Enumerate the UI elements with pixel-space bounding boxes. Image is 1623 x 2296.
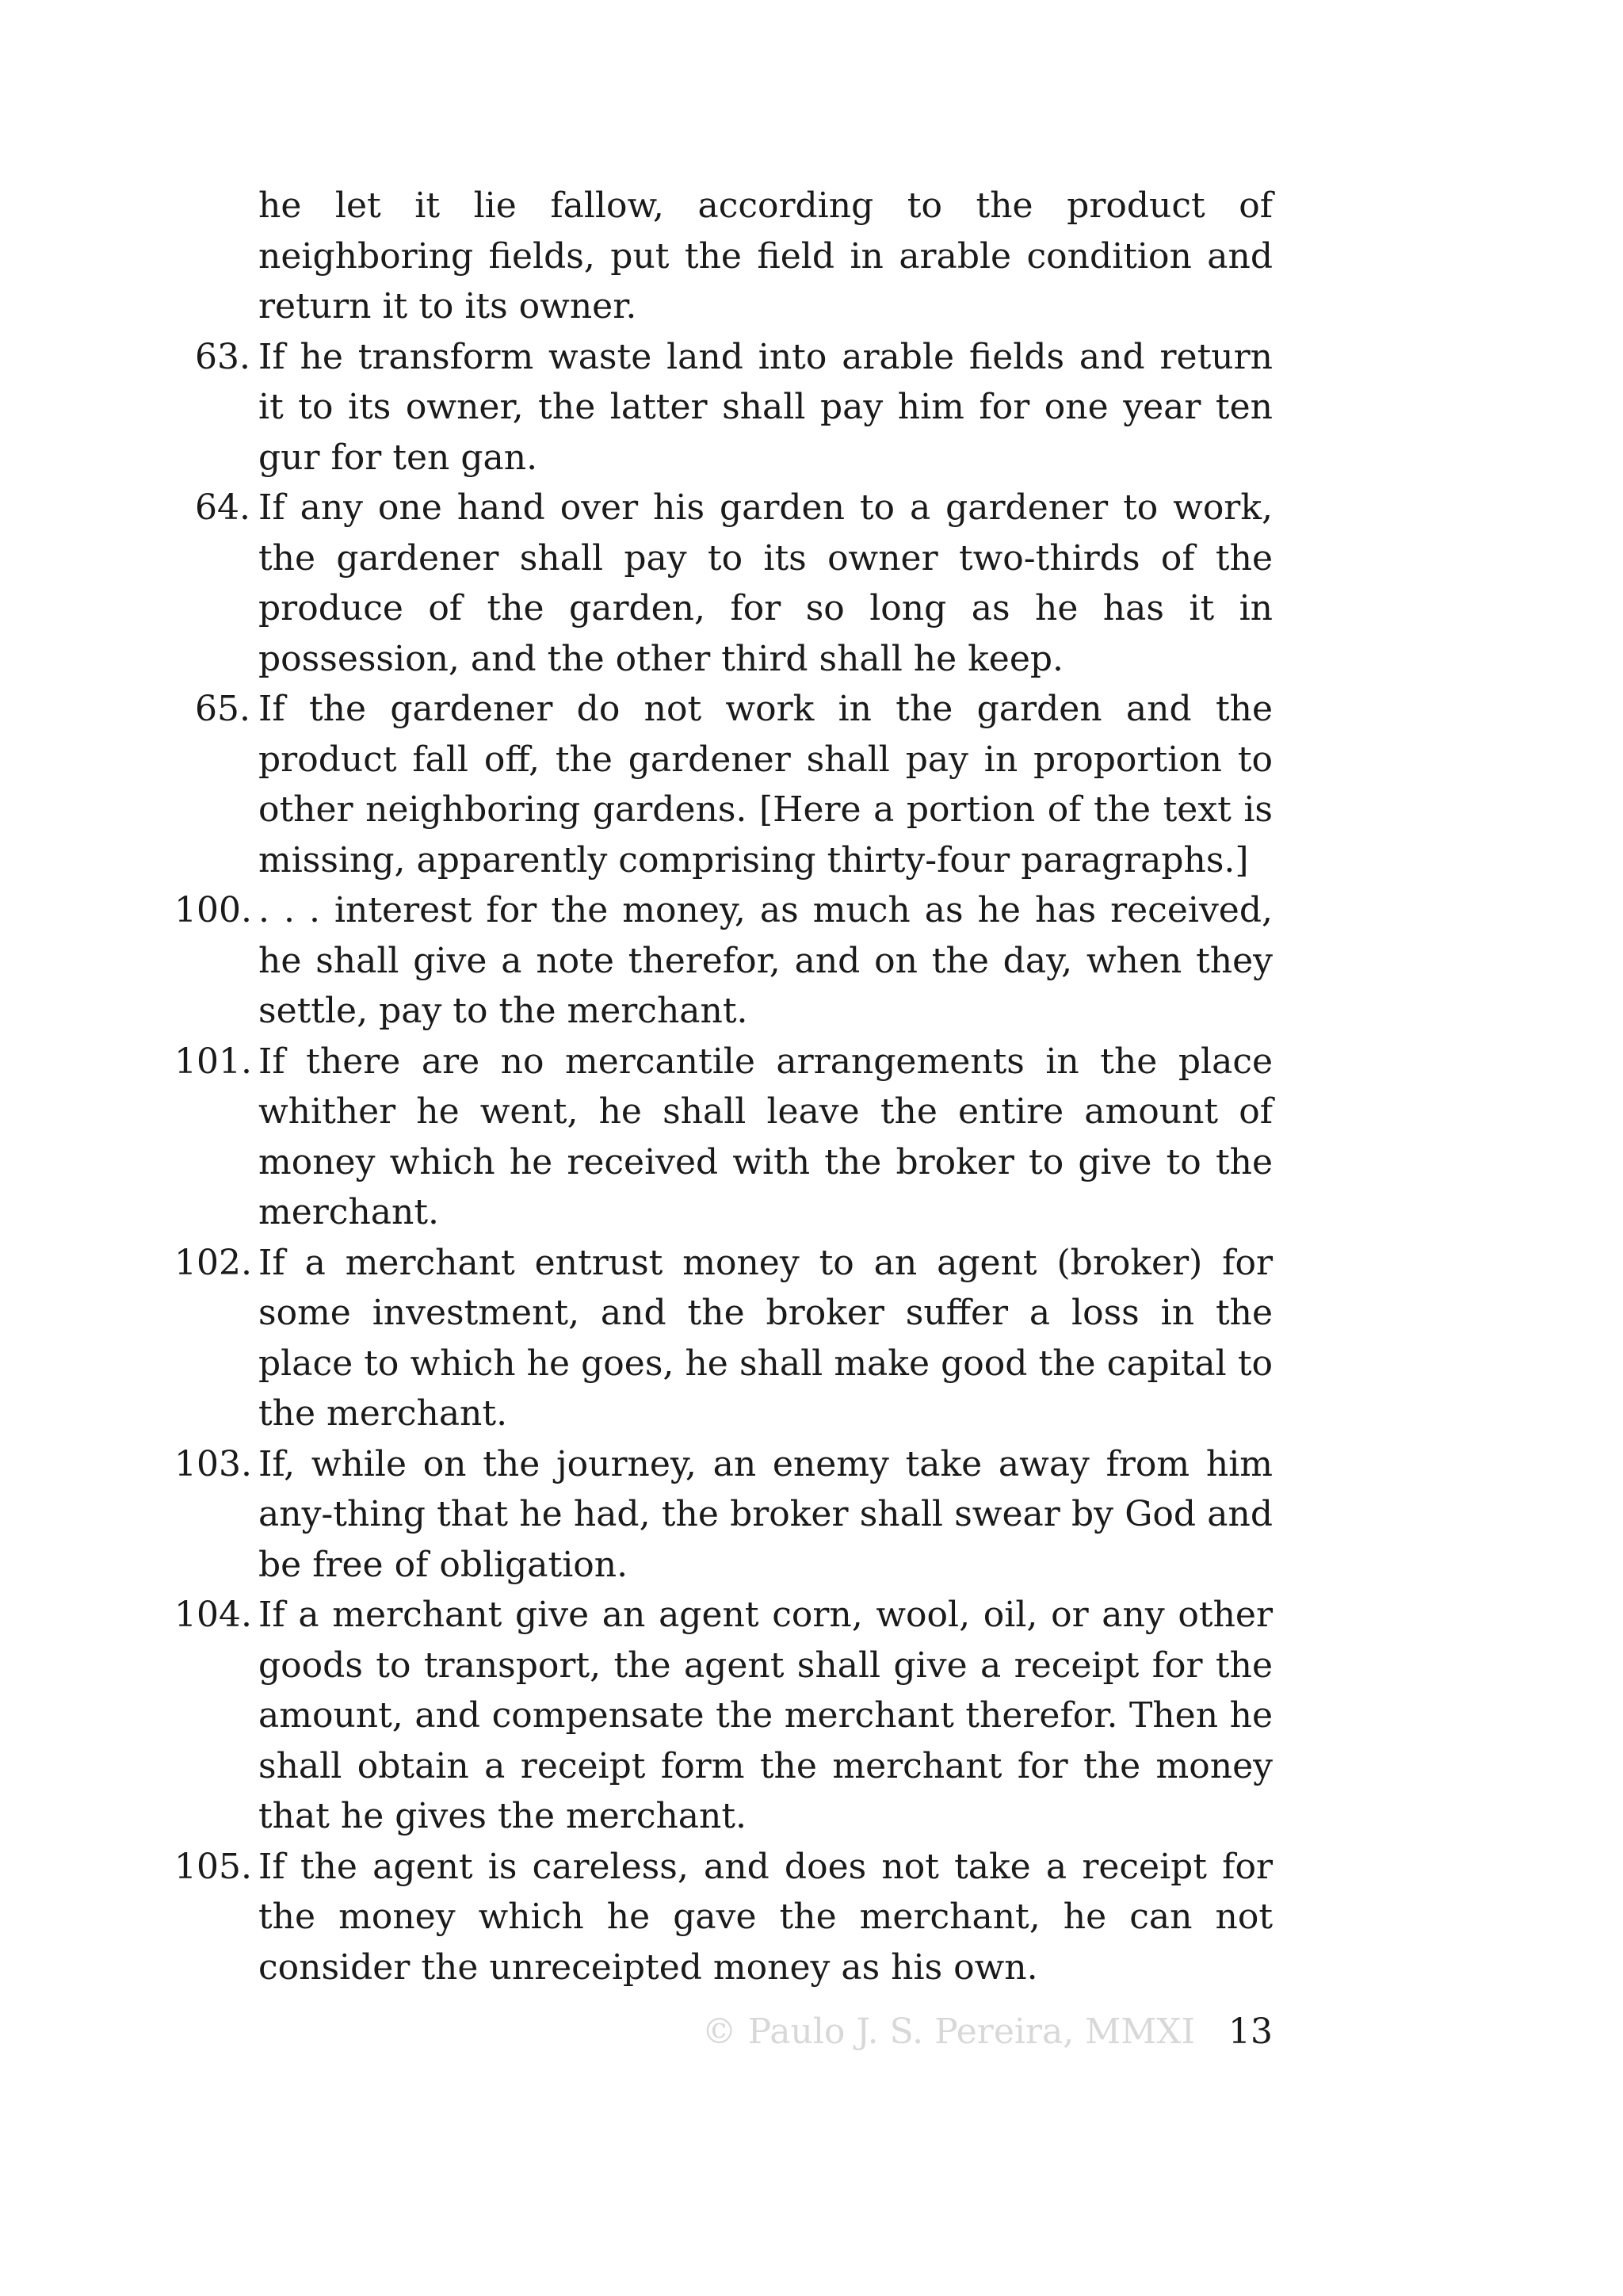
paragraph-text: If a merchant entrust money to an agent (broker) for some investment, and the broker suffer a loss in the place to which he goes, he shall make good the capital to the merchant. [258,1242,1273,1434]
paragraph-64 [174,483,1273,684]
paragraph-text: If the agent is careless, and does not take a receipt for the money which he gave the merchant, he can not consider the unreceipted money as his own. [258,1846,1273,1988]
paragraph-105 [174,1842,1273,1993]
paragraph-100 [174,885,1273,1037]
continued-paragraph: he let it lie fallow, according to the product of neighboring fields, put the field in arable condition and return it to its owner. [258,185,1273,327]
paragraph-number: 103. [174,1443,252,1484]
paragraph-number: 101. [174,1041,252,1082]
paragraph-text: If there are no mercantile arrangements in the place whither he went, he shall leave the entire amount of money which he received with the broker to give to the merchant. [258,1041,1273,1232]
paragraph-text: If, while on the journey, an enemy take away from him any-thing that he had, the broker shall swear by God and be free of obligation. [258,1443,1273,1585]
paragraph-number: 64. [195,487,250,528]
paragraph-number: 63. [195,336,250,377]
page-footer [682,2008,1273,2056]
copyright-notice: © Paulo J. S. Pereira, MMXI [701,2011,1195,2052]
paragraph-number: 104. [174,1595,252,1635]
paragraph-101 [174,1037,1273,1238]
paragraph-text: . . . interest for the money, as much as he has received, he shall give a note therefor, and on the day, when they settle, pay to the merchant. [258,890,1273,1031]
paragraph-104 [174,1590,1273,1842]
paragraph-number: 105. [174,1846,252,1887]
paragraph-text: If the gardener do not work in the garden and the product fall off, the gardener shall pay in proportion to other neighboring gardens. [Here a portion of the text is missing, apparently comprising thirty-four paragraphs.] [258,689,1273,881]
paragraph-text: If any one hand over his garden to a gardener to work, the gardener shall pay to its owner two-thirds of the produce of the garden, for so long as he has it in possession, and the other third shall he keep. [258,487,1273,679]
paragraph-103 [174,1439,1273,1591]
page-number: 13 [1228,2011,1273,2052]
paragraph-text: If he transform waste land into arable fields and return it to its owner, the latter shall pay him for one year ten gur for ten gan. [258,336,1273,478]
paragraph-text: If a merchant give an agent corn, wool, oil, or any other goods to transport, the agent shall give a receipt for the amount, and compensate the merchant therefor. Then he shall obtain a receipt form the merchant for the money that he gives the merchant. [258,1595,1273,1836]
paragraph-63 [174,332,1273,483]
paragraph-number: 65. [195,689,250,729]
paragraph-65 [174,684,1273,885]
paragraph-number: 100. [174,890,252,930]
paragraph-number: 102. [174,1242,252,1283]
paragraph-102 [174,1238,1273,1439]
main-text [174,181,1273,1992]
